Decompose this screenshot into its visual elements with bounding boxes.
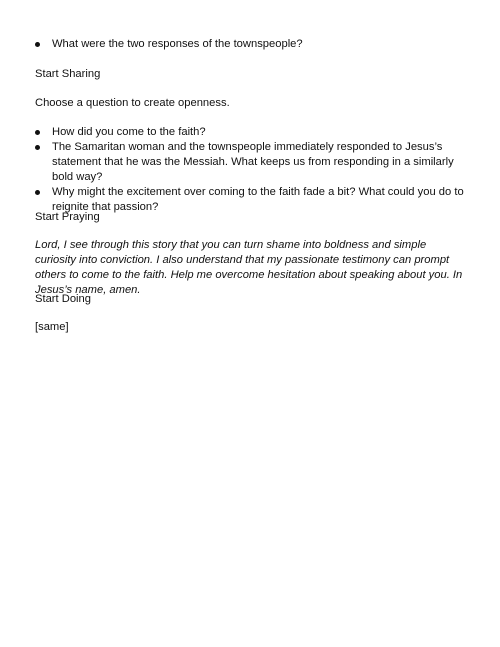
sharing-question-list	[35, 125, 475, 215]
list-item-text: What were the two responses of the townspeople?	[52, 38, 303, 50]
start-doing-heading: Start Doing	[35, 293, 91, 305]
list-item	[35, 140, 475, 185]
bullet-icon	[35, 130, 40, 135]
list-item-text: How did you come to the faith?	[52, 126, 206, 138]
sharing-intro-text: Choose a question to create openness.	[35, 97, 230, 109]
list-item	[35, 125, 475, 140]
bullet-icon	[35, 190, 40, 195]
bullet-icon	[35, 145, 40, 150]
bullet-icon	[35, 42, 40, 47]
start-sharing-heading: Start Sharing	[35, 68, 101, 80]
list-item-text: Why might the excitement over coming to the faith fade a bit? What could you do to reignite that passion?	[52, 186, 464, 213]
prayer-text: Lord, I see through this story that you can turn shame into boldness and simple curiosity into conviction. I also understand that my passionate testimony can prompt others to come to the faith. Help me overcome hesitation about speaking about you. In Jesus’s name, amen.	[35, 239, 463, 296]
doing-text: [same]	[35, 321, 69, 333]
townspeople-question-list	[35, 37, 475, 52]
list-item	[35, 37, 475, 52]
list-item-text: The Samaritan woman and the townspeople immediately responded to Jesus’s statement that he was the Messiah. What keeps us from responding in a similarly bold way?	[52, 141, 454, 183]
start-praying-heading: Start Praying	[35, 211, 100, 223]
